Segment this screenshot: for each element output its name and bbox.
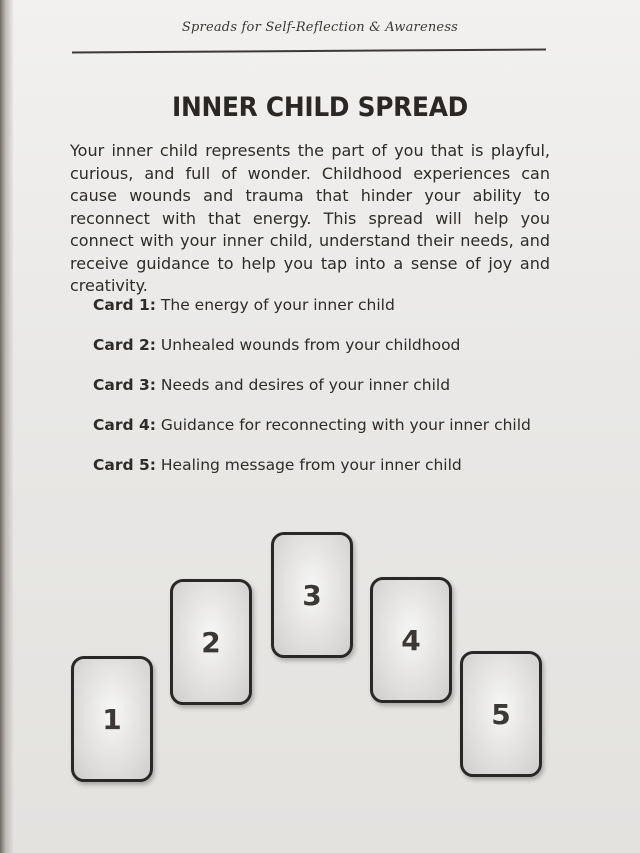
running-head: Spreads for Self-Reflection & Awareness <box>181 20 459 35</box>
card-position-label: Card 5: <box>93 456 156 474</box>
card-position-item <box>93 414 553 454</box>
card-position-item <box>93 374 553 414</box>
spread-card-1: 1 <box>71 656 153 782</box>
spread-card-4: 4 <box>370 577 452 703</box>
section-title: INNER CHILD SPREAD <box>171 92 468 123</box>
intro-paragraph: Your inner child represents the part of you that is playful, curious, and full of wonder. Childhood experiences can cause wounds and trauma that hinder your ability to reconnect with that energy. This spread will help you connect with your inner child, understand their needs, and receive guidance to help you tap into a sense of joy and creativity. <box>70 141 550 295</box>
card-position-meaning: The energy of your inner child <box>160 296 395 314</box>
card-position-meaning: Needs and desires of your inner child <box>160 376 451 394</box>
card-position-label: Card 3: <box>93 376 156 394</box>
book-spine-shadow <box>0 0 14 853</box>
spread-card-5: 5 <box>460 651 542 777</box>
card-position-item <box>93 454 553 494</box>
card-position-list <box>93 294 553 494</box>
card-position-label: Card 2: <box>93 336 156 354</box>
card-position-meaning: Unhealed wounds from your childhood <box>160 336 461 354</box>
card-position-item <box>93 334 553 374</box>
card-position-label: Card 4: <box>93 416 156 434</box>
card-position-label: Card 1: <box>93 296 156 314</box>
spread-card-2: 2 <box>170 579 252 705</box>
spread-card-3: 3 <box>271 532 353 658</box>
card-position-item <box>93 294 553 334</box>
card-position-meaning: Healing message from your inner child <box>160 456 462 474</box>
card-position-meaning: Guidance for reconnecting with your inner child <box>160 416 531 434</box>
